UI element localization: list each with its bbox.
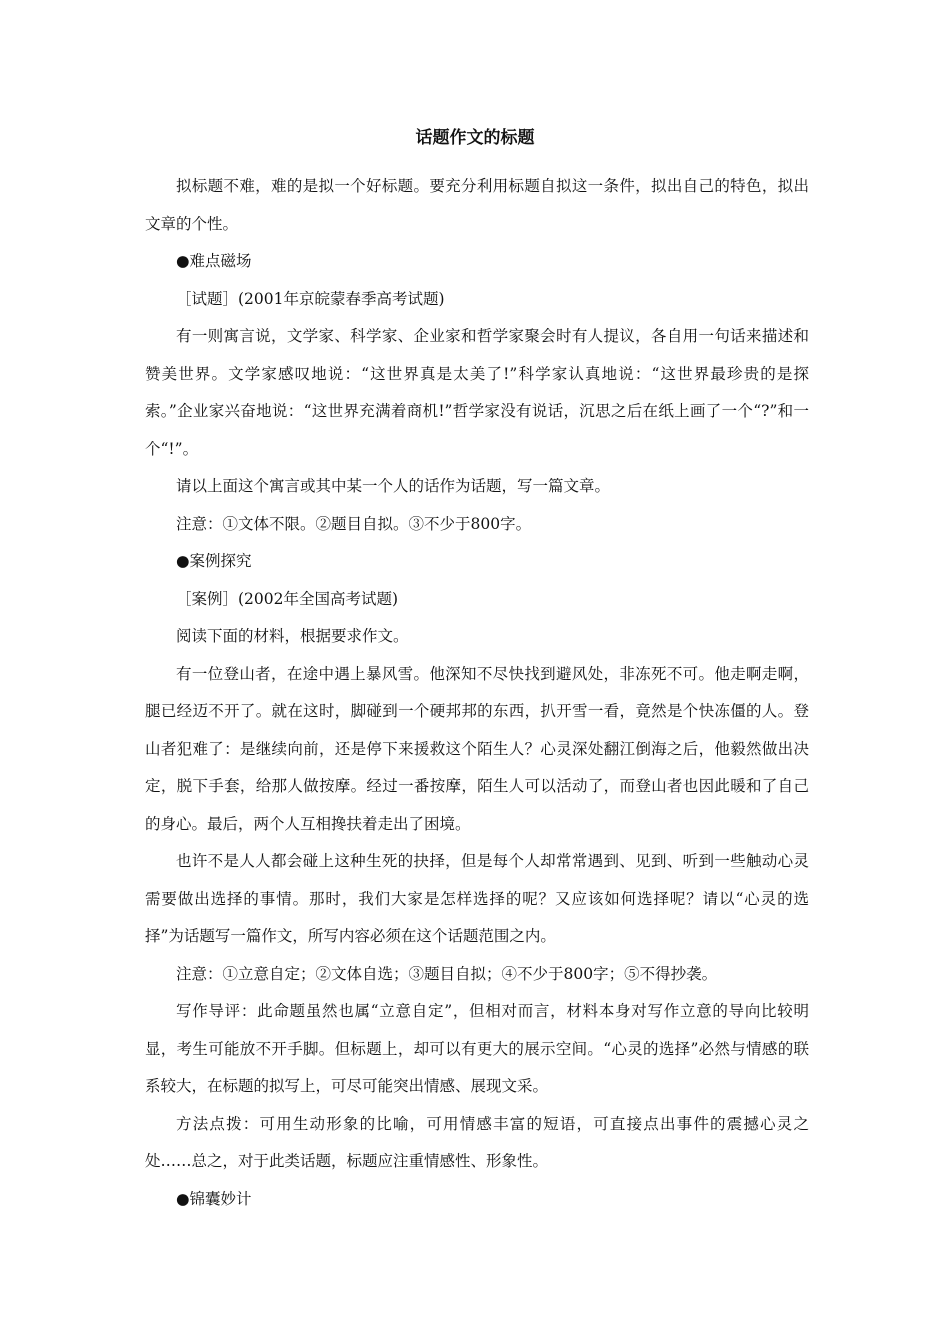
story-paragraph: 有一位登山者，在途中遇上暴风雪。他深知不尽快找到避风处，非冻死不可。他走啊走啊，腿已经迈不开了。就在这时，脚碰到一个硬邦邦的东西，扒开雪一看，竟然是个快冻僵的人。登山者犯难了：是继续向前，还是停下来援救这个陌生人？心灵深处翻江倒海之后，他毅然做出决定，脱下手套，给那人做按摩。经过一番按摩，陌生人可以活动了，而登山者也因此暖和了自己的身心。最后，两个人互相搀扶着走出了困境。 (145, 664, 809, 833)
section-heading-tips: ●锦囊妙计 (176, 1189, 252, 1208)
case-label: ［案例］(2002年全国高考试题) (176, 589, 399, 608)
task-paragraph: 请以上面这个寓言或其中某一个人的话作为话题，写一篇文章。 (176, 477, 611, 495)
section-heading-case: ●案例探究 (176, 552, 252, 570)
document-body (145, 168, 809, 1218)
fable-paragraph: 有一则寓言说，文学家、科学家、企业家和哲学家聚会时有人提议，各自用一句话来描述和赞美世界。文学家感叹地说：“这世界真是太美了!”科学家认真地说：“这世界最珍贵的是探索。”企业家兴奋地说：“这世界充满着商机!”哲学家没有说话，沉思之后在纸上画了一个“?”和一个“!”。 (145, 327, 809, 458)
case-note-paragraph: 注意：①立意自定；②文体自选；③题目自拟；④不少于800字；⑤不得抄袭。 (176, 964, 718, 983)
section-heading-difficulty: ●难点磁场 (176, 252, 252, 270)
note-paragraph: 注意：①文体不限。②题目自拟。③不少于800字。 (176, 514, 532, 533)
writing-guide-paragraph: 写作导评：此命题虽然也属“立意自定”，但相对而言，材料本身对写作立意的导向比较明显，考生可能放不开手脚。但标题上，却可以有更大的展示空间。“心灵的选择”必然与情感的联系较大，在标题的拟写上，可尽可能突出情感、展现文采。 (145, 1002, 809, 1095)
method-tips-paragraph: 方法点拨：可用生动形象的比喻，可用情感丰富的短语，可直接点出事件的震撼心灵之处……总之，对于此类话题，标题应注重情感性、形象性。 (145, 1114, 809, 1170)
topic-paragraph: 也许不是人人都会碰上这种生死的抉择，但是每个人却常常遇到、见到、听到一些触动心灵需要做出选择的事情。那时，我们大家是怎样选择的呢？又应该如何选择呢？请以“心灵的选择”为话题写一篇作文，所写内容必须在这个话题范围之内。 (145, 852, 809, 945)
intro-paragraph: 拟标题不难，难的是拟一个好标题。要充分利用标题自拟这一条件，拟出自己的特色，拟出文章的个性。 (145, 177, 809, 233)
instruction-paragraph: 阅读下面的材料，根据要求作文。 (176, 627, 409, 645)
exam-question-label: ［试题］(2001年京皖蒙春季高考试题) (176, 289, 445, 308)
document-title: 话题作文的标题 (415, 128, 535, 148)
